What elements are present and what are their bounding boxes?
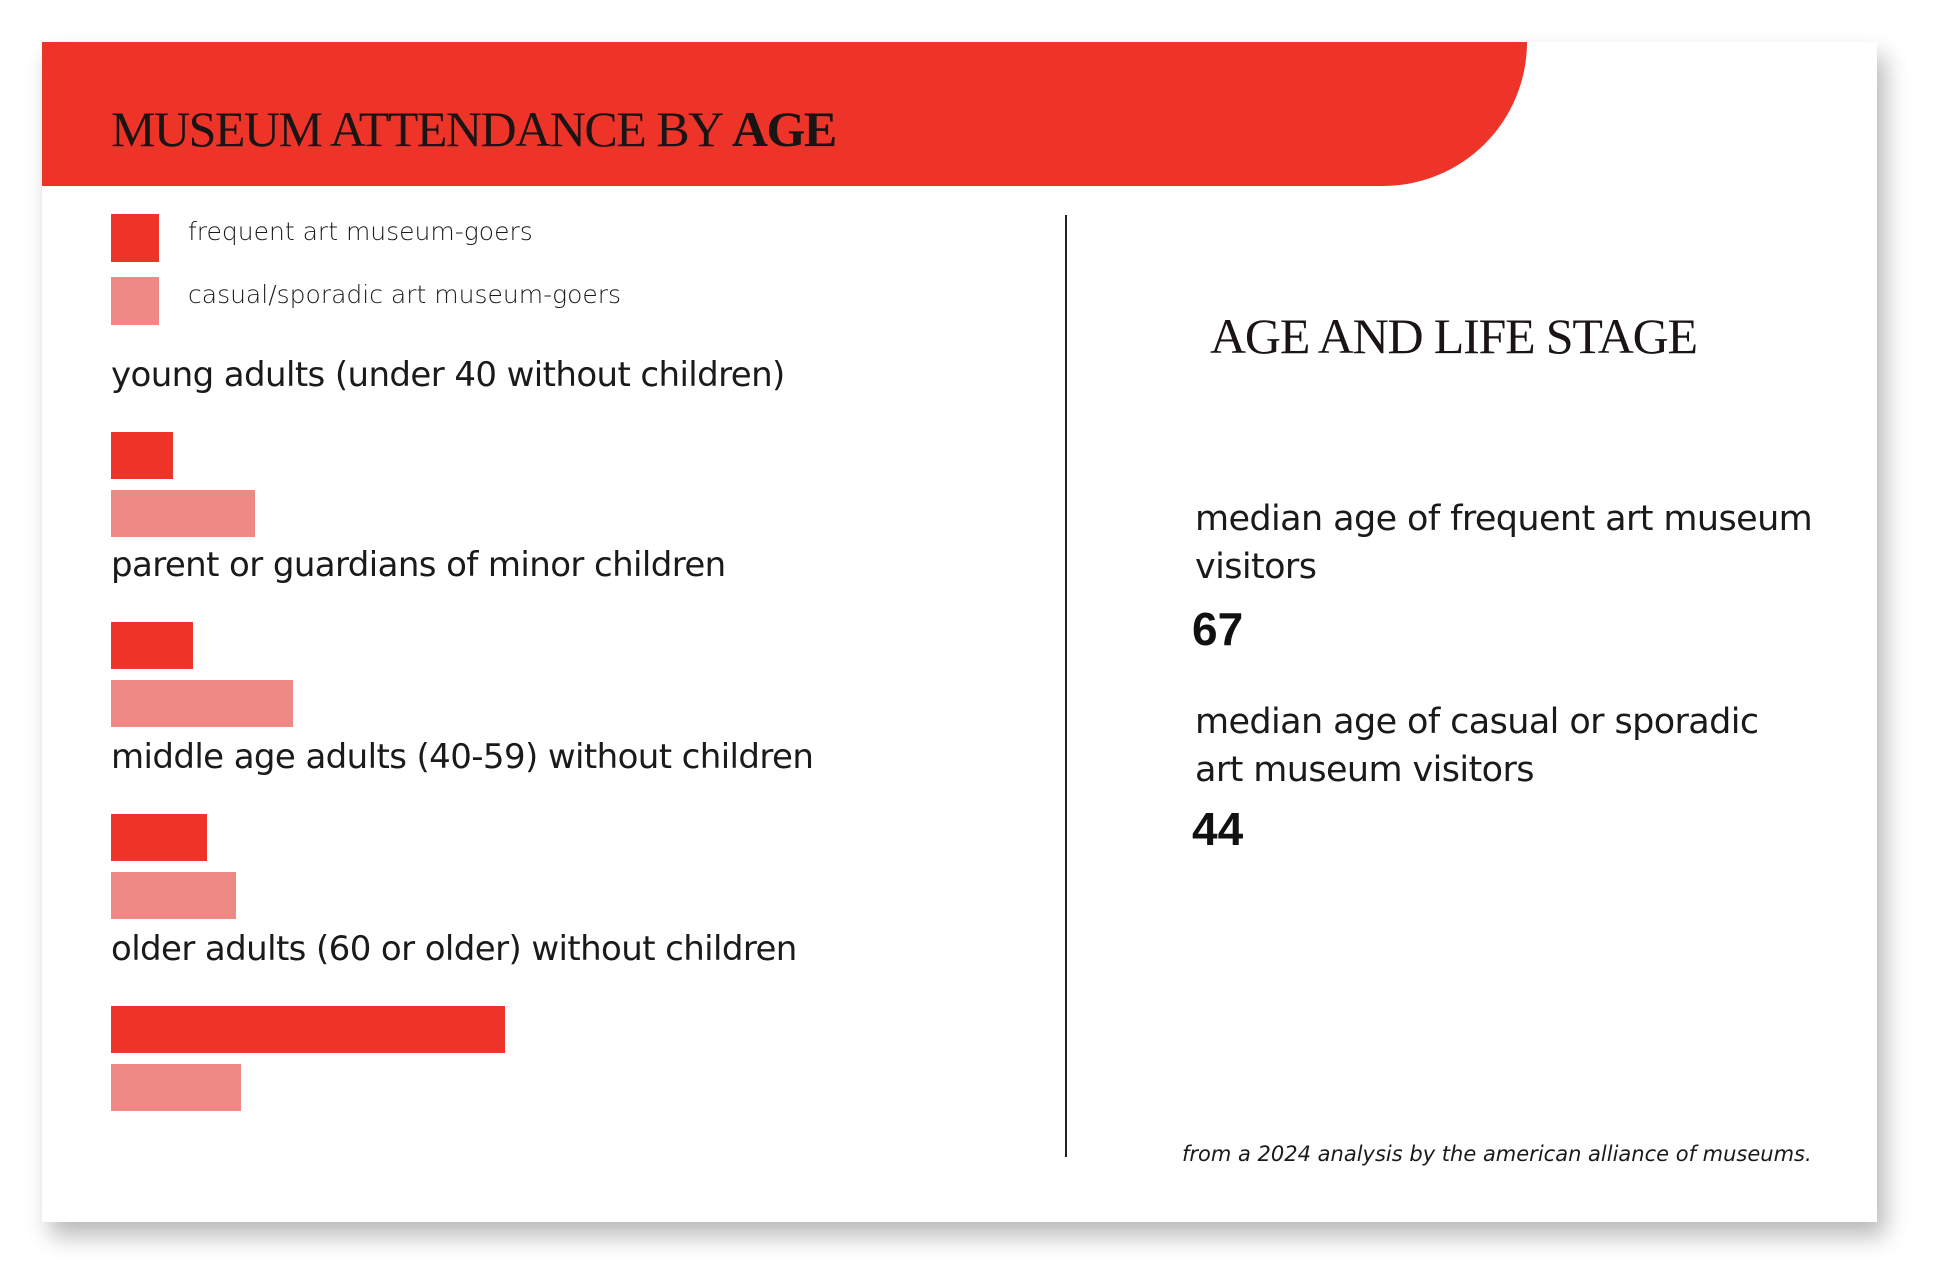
bar-frequent-4 <box>111 1006 505 1053</box>
bar-casual-1 <box>111 490 255 537</box>
legend-label-casual: casual/sporadic art museum-goers <box>188 280 622 309</box>
category-label-4: older adults (60 or older) without children <box>111 929 797 969</box>
source-note: from a 2024 analysis by the american alliance of museums. <box>1182 1142 1812 1166</box>
stat-label-frequent: median age of frequent art museum visitors <box>1195 499 1813 587</box>
legend-swatch-frequent <box>111 214 159 262</box>
bar-casual-2 <box>111 680 293 727</box>
title-main: MUSEUM ATTENDANCE BY <box>111 101 721 157</box>
bar-casual-4 <box>111 1064 241 1111</box>
title-emphasis: AGE <box>731 101 836 157</box>
bar-frequent-2 <box>111 622 193 669</box>
legend-swatch-casual <box>111 277 159 325</box>
legend-label-frequent: frequent art museum-goers <box>188 217 533 246</box>
bar-frequent-3 <box>111 814 207 861</box>
bar-frequent-1 <box>111 432 173 479</box>
bar-casual-3 <box>111 872 236 919</box>
category-label-2: parent or guardians of minor children <box>111 545 726 585</box>
infographic-card <box>42 42 1877 1222</box>
page-title <box>111 100 836 158</box>
stat-label-casual: median age of casual or sporadic art museum visitors <box>1195 702 1759 790</box>
category-label-3: middle age adults (40-59) without children <box>111 737 814 777</box>
summary-heading: AGE AND LIFE STAGE <box>1210 308 1697 364</box>
stat-value-frequent: 67 <box>1192 603 1244 655</box>
stat-value-casual: 44 <box>1192 803 1244 855</box>
category-label-1: young adults (under 40 without children) <box>111 355 785 395</box>
column-divider <box>1065 215 1067 1157</box>
